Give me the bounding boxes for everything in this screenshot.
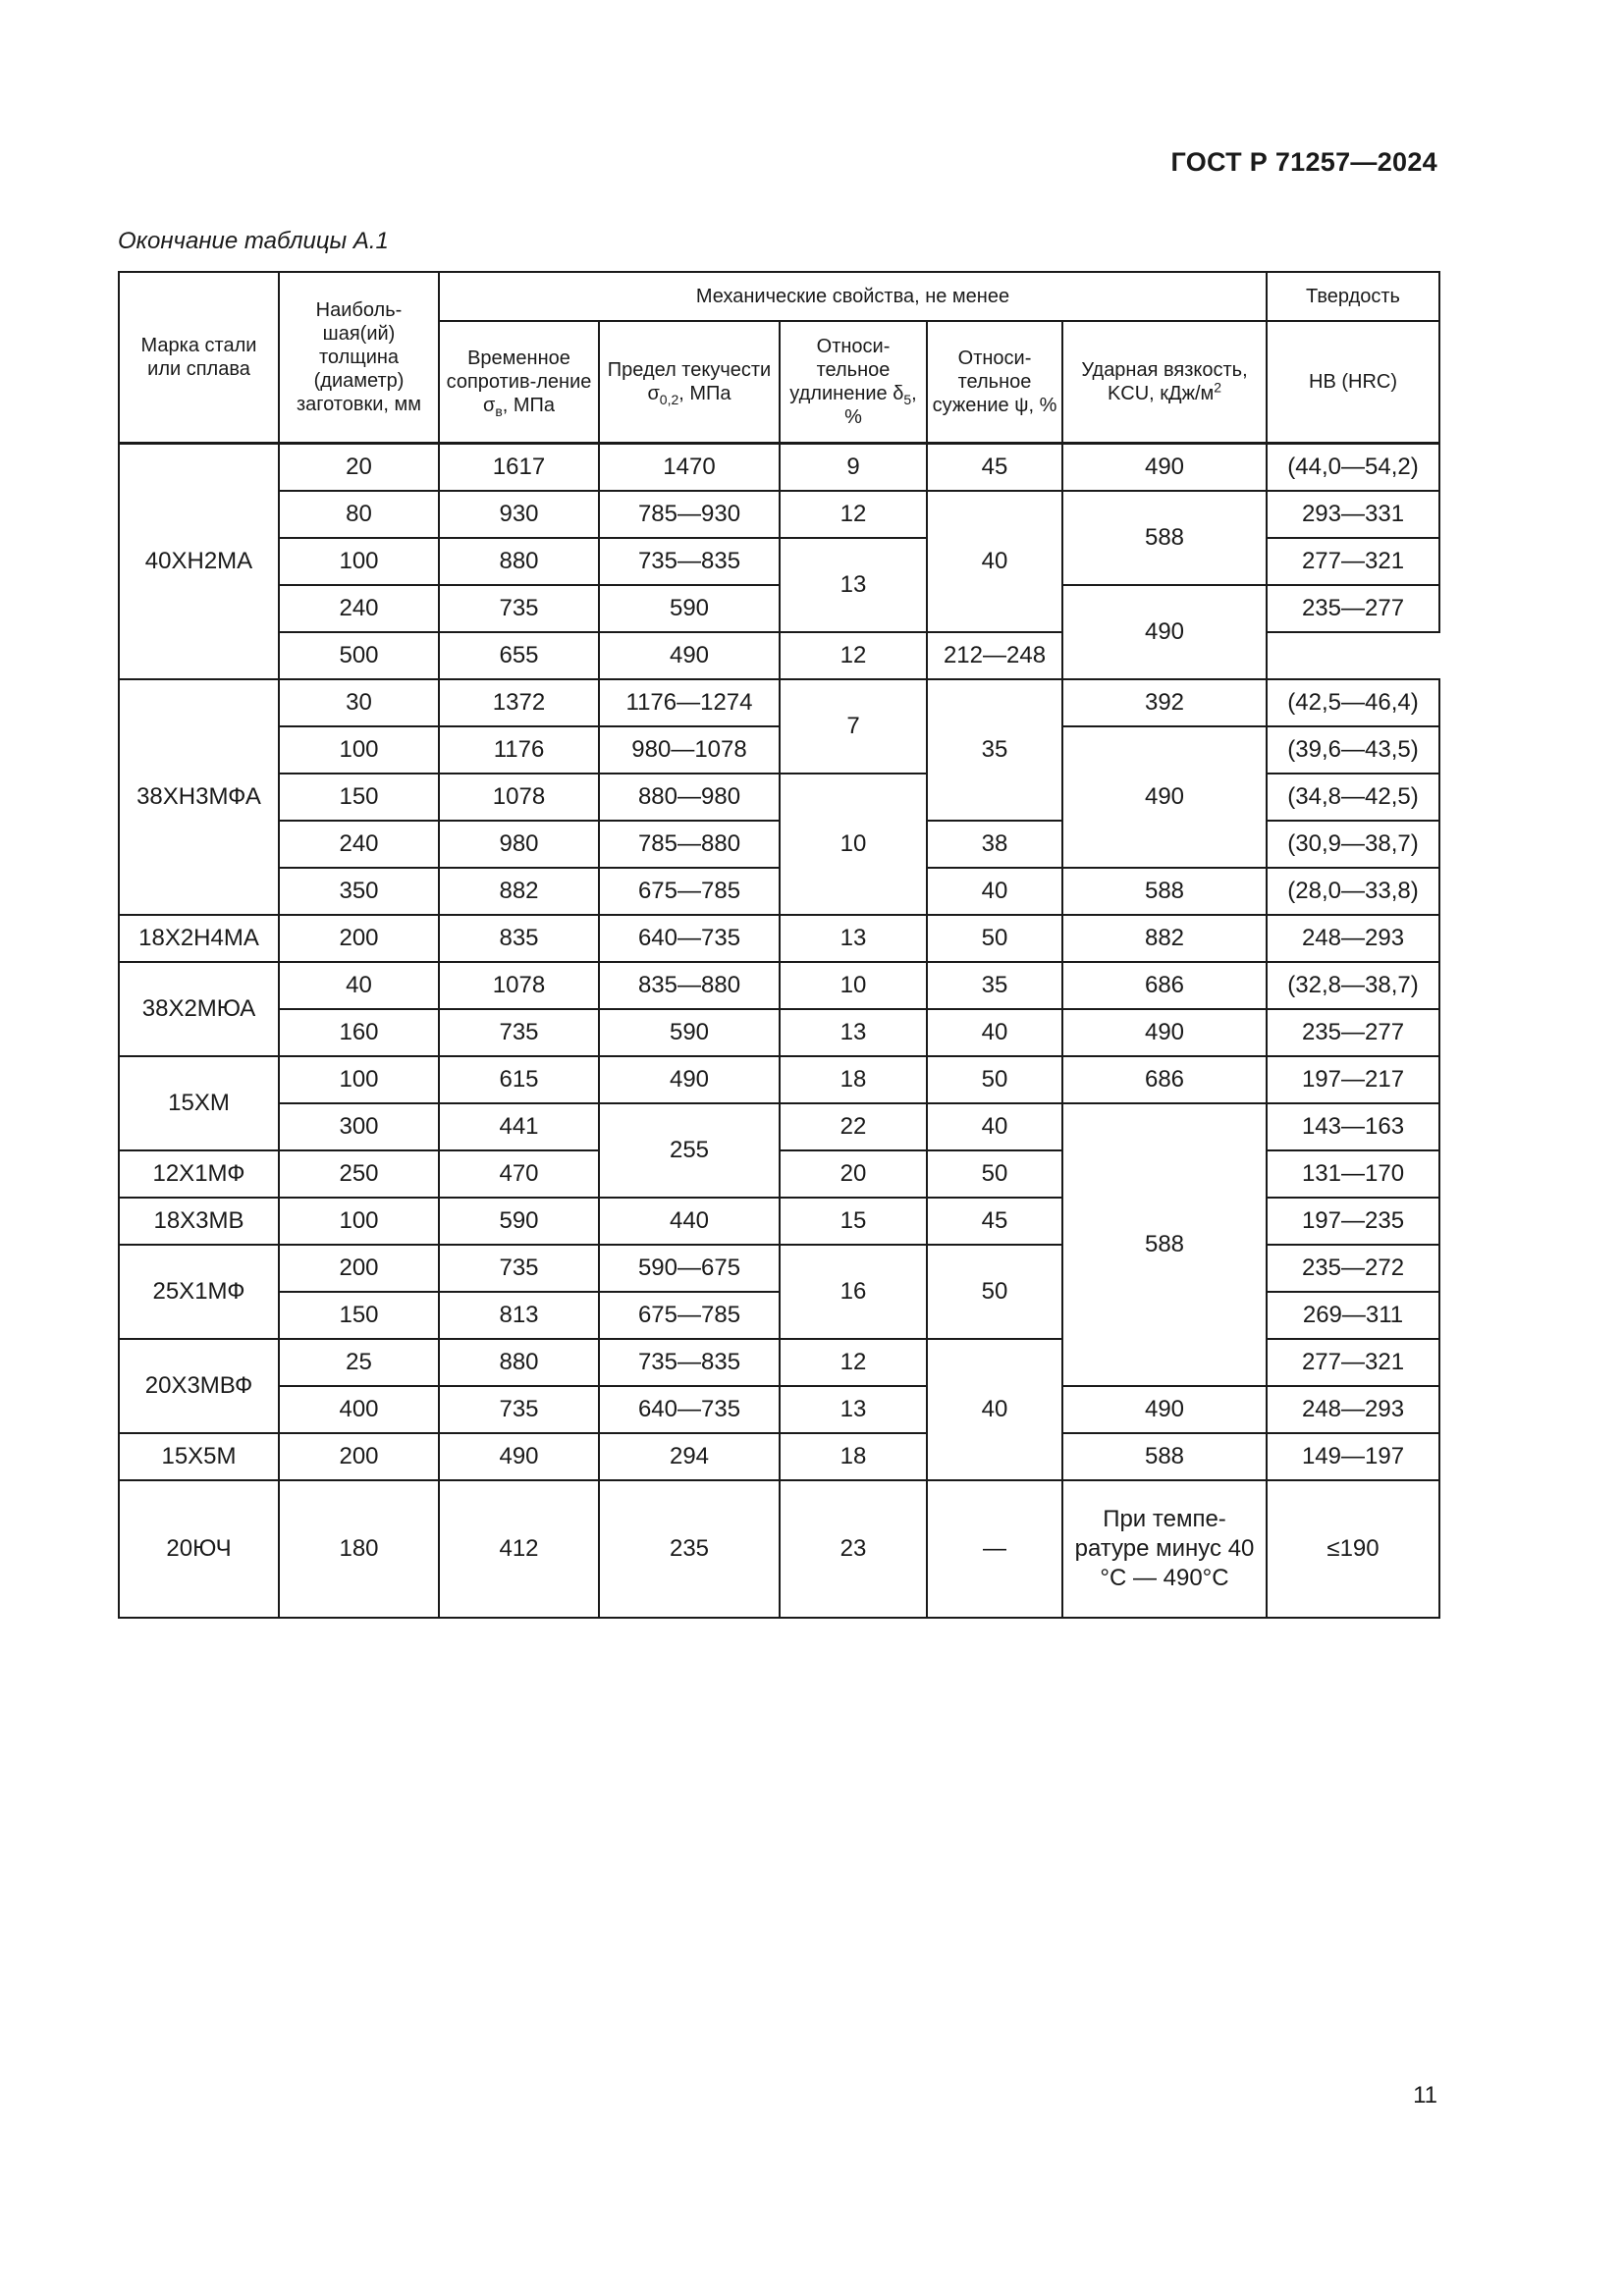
impact-cell: 392 (1062, 679, 1267, 726)
thickness-cell: 180 (279, 1480, 439, 1618)
yield-cell: 785—880 (599, 821, 780, 868)
elongation-cell: 13 (780, 1386, 927, 1433)
hardness-cell: 235—277 (1267, 585, 1439, 632)
impact-cell: 588 (1062, 868, 1267, 915)
document-code: ГОСТ Р 71257—2024 (1170, 147, 1437, 177)
contraction-cell: 45 (927, 1198, 1062, 1245)
impact-cell: 490 (1062, 444, 1267, 492)
tensile-cell: 735 (439, 585, 599, 632)
hardness-cell: 235—277 (1267, 1009, 1439, 1056)
contraction-cell: 50 (927, 1245, 1062, 1339)
grade-cell: 15Х5М (119, 1433, 279, 1480)
tensile-cell: 813 (439, 1292, 599, 1339)
thickness-cell: 160 (279, 1009, 439, 1056)
elongation-cell: 15 (780, 1198, 927, 1245)
hardness-cell: (39,6—43,5) (1267, 726, 1439, 774)
mechanical-properties-table (118, 271, 1440, 1619)
impact-cell: При темпе-ратуре минус 40 °С — 490°С (1062, 1480, 1267, 1618)
impact-cell: 686 (1062, 1056, 1267, 1103)
tensile-cell: 880 (439, 538, 599, 585)
contraction-cell: 35 (927, 962, 1062, 1009)
hardness-cell: (34,8—42,5) (1267, 774, 1439, 821)
yield-cell: 490 (599, 1056, 780, 1103)
header-elongation: Относи-тельное удлинение $\delta_5$, % (780, 321, 927, 444)
hardness-cell: 143—163 (1267, 1103, 1439, 1150)
table-row (119, 444, 1439, 492)
elongation-cell: 18 (780, 1056, 927, 1103)
header-hardness: Твердость (1267, 272, 1439, 321)
thickness-cell: 350 (279, 868, 439, 915)
yield-cell: 675—785 (599, 1292, 780, 1339)
grade-cell: 18Х3МВ (119, 1198, 279, 1245)
thickness-cell: 80 (279, 491, 439, 538)
table-row (119, 1103, 1439, 1150)
yield-cell: 980—1078 (599, 726, 780, 774)
table-row (119, 962, 1439, 1009)
table-row (119, 1386, 1439, 1433)
tensile-cell: 930 (439, 491, 599, 538)
thickness-cell: 240 (279, 585, 439, 632)
header-thickness: Наиболь-шая(ий) толщина (диаметр) заготовки, мм (279, 272, 439, 444)
thickness-cell: 100 (279, 1198, 439, 1245)
hardness-cell: (32,8—38,7) (1267, 962, 1439, 1009)
impact-cell: 882 (1062, 915, 1267, 962)
elongation-cell: 20 (780, 1150, 927, 1198)
hardness-cell: 277—321 (1267, 538, 1439, 585)
elongation-cell: 22 (780, 1103, 927, 1150)
elongation-cell: 10 (780, 962, 927, 1009)
header-mechanical-properties: Механические свойства, не менее (439, 272, 1267, 321)
thickness-cell: 500 (279, 632, 439, 679)
thickness-cell: 100 (279, 726, 439, 774)
hardness-cell: 212—248 (927, 632, 1062, 679)
grade-cell: 18Х2Н4МА (119, 915, 279, 962)
yield-cell: 835—880 (599, 962, 780, 1009)
hardness-cell: ≤190 (1267, 1480, 1439, 1618)
tensile-cell: 1372 (439, 679, 599, 726)
hardness-cell: 197—235 (1267, 1198, 1439, 1245)
tensile-cell: 880 (439, 1339, 599, 1386)
yield-cell: 235 (599, 1480, 780, 1618)
elongation-cell: 12 (780, 491, 927, 538)
yield-cell: 1176—1274 (599, 679, 780, 726)
elongation-cell: 12 (780, 1339, 927, 1386)
grade-cell: 20Х3МВФ (119, 1339, 279, 1433)
contraction-cell: 45 (927, 444, 1062, 492)
contraction-cell: 40 (927, 1103, 1062, 1150)
table-row (119, 1480, 1439, 1618)
impact-cell: 588 (1062, 1103, 1267, 1386)
impact-cell: 490 (1062, 585, 1267, 679)
header-tensile-strength: Временное сопротив-ление $\sigma_в$, МПа (439, 321, 599, 444)
hardness-cell: 269—311 (1267, 1292, 1439, 1339)
thickness-cell: 300 (279, 1103, 439, 1150)
table-row (119, 1056, 1439, 1103)
tensile-cell: 735 (439, 1245, 599, 1292)
tensile-cell: 655 (439, 632, 599, 679)
yield-cell: 640—735 (599, 1386, 780, 1433)
tensile-cell: 1176 (439, 726, 599, 774)
grade-cell: 12Х1МФ (119, 1150, 279, 1198)
header-contraction: Относи-тельное сужение ψ, % (927, 321, 1062, 444)
header-grade: Марка стали или сплава (119, 272, 279, 444)
yield-cell: 294 (599, 1433, 780, 1480)
table-row (119, 491, 1439, 538)
yield-cell: 735—835 (599, 1339, 780, 1386)
thickness-cell: 20 (279, 444, 439, 492)
table-row (119, 726, 1439, 774)
hardness-cell: 248—293 (1267, 1386, 1439, 1433)
impact-cell: 588 (1062, 1433, 1267, 1480)
tensile-cell: 980 (439, 821, 599, 868)
tensile-cell: 1078 (439, 962, 599, 1009)
yield-cell: 880—980 (599, 774, 780, 821)
tensile-cell: 412 (439, 1480, 599, 1618)
hardness-cell: (42,5—46,4) (1267, 679, 1439, 726)
grade-cell: 15ХМ (119, 1056, 279, 1150)
yield-cell: 440 (599, 1198, 780, 1245)
elongation-cell: 10 (780, 774, 927, 915)
tensile-cell: 1617 (439, 444, 599, 492)
tensile-cell: 490 (439, 1433, 599, 1480)
thickness-cell: 250 (279, 1150, 439, 1198)
elongation-cell: 7 (780, 679, 927, 774)
elongation-cell: 13 (780, 538, 927, 632)
elongation-cell: 12 (780, 632, 927, 679)
hardness-cell: 197—217 (1267, 1056, 1439, 1103)
impact-cell: 490 (1062, 726, 1267, 868)
yield-cell: 675—785 (599, 868, 780, 915)
thickness-cell: 150 (279, 774, 439, 821)
elongation-cell: 16 (780, 1245, 927, 1339)
hardness-cell: 277—321 (1267, 1339, 1439, 1386)
elongation-cell: 18 (780, 1433, 927, 1480)
thickness-cell: 100 (279, 538, 439, 585)
table-row (119, 679, 1439, 726)
table-row (119, 585, 1439, 632)
thickness-cell: 30 (279, 679, 439, 726)
yield-cell: 490 (599, 632, 780, 679)
elongation-cell: 9 (780, 444, 927, 492)
contraction-cell: 40 (927, 1339, 1062, 1480)
hardness-cell: 293—331 (1267, 491, 1439, 538)
thickness-cell: 25 (279, 1339, 439, 1386)
contraction-cell: 50 (927, 915, 1062, 962)
elongation-cell: 13 (780, 915, 927, 962)
thickness-cell: 200 (279, 1245, 439, 1292)
contraction-cell: 50 (927, 1056, 1062, 1103)
grade-cell: 38ХН3МФА (119, 679, 279, 915)
tensile-cell: 735 (439, 1009, 599, 1056)
table-row (119, 868, 1439, 915)
grade-cell: 40ХН2МА (119, 444, 279, 680)
impact-cell: 490 (1062, 1009, 1267, 1056)
thickness-cell: 400 (279, 1386, 439, 1433)
thickness-cell: 240 (279, 821, 439, 868)
table-row (119, 1433, 1439, 1480)
hardness-cell: 248—293 (1267, 915, 1439, 962)
tensile-cell: 615 (439, 1056, 599, 1103)
contraction-cell: 38 (927, 821, 1062, 868)
yield-cell: 785—930 (599, 491, 780, 538)
grade-cell: 38Х2МЮА (119, 962, 279, 1056)
tensile-cell: 1078 (439, 774, 599, 821)
table-row (119, 915, 1439, 962)
page-number: 11 (1413, 2082, 1437, 2109)
hardness-cell: 149—197 (1267, 1433, 1439, 1480)
contraction-cell: — (927, 1480, 1062, 1618)
tensile-cell: 441 (439, 1103, 599, 1150)
contraction-cell: 35 (927, 679, 1062, 821)
yield-cell: 640—735 (599, 915, 780, 962)
hardness-cell: (28,0—33,8) (1267, 868, 1439, 915)
thickness-cell: 100 (279, 1056, 439, 1103)
contraction-cell: 40 (927, 491, 1062, 632)
yield-cell: 735—835 (599, 538, 780, 585)
tensile-cell: 835 (439, 915, 599, 962)
thickness-cell: 200 (279, 1433, 439, 1480)
yield-cell: 590 (599, 1009, 780, 1056)
hardness-cell: (30,9—38,7) (1267, 821, 1439, 868)
yield-cell: 1470 (599, 444, 780, 492)
hardness-cell: 235—272 (1267, 1245, 1439, 1292)
header-hb: HB (HRC) (1267, 321, 1439, 444)
header-impact-strength: Ударная вязкость, KCU, кДж/$м^2$ (1062, 321, 1267, 444)
hardness-cell: 131—170 (1267, 1150, 1439, 1198)
contraction-cell: 40 (927, 868, 1062, 915)
table-caption: Окончание таблицы А.1 (118, 228, 389, 254)
contraction-cell: 40 (927, 1009, 1062, 1056)
grade-cell: 20ЮЧ (119, 1480, 279, 1618)
tensile-cell: 590 (439, 1198, 599, 1245)
impact-cell: 686 (1062, 962, 1267, 1009)
tensile-cell: 735 (439, 1386, 599, 1433)
yield-cell: 590—675 (599, 1245, 780, 1292)
yield-cell: 590 (599, 585, 780, 632)
tensile-cell: 470 (439, 1150, 599, 1198)
header-yield-strength: Предел текучести $\sigma_{0,2}$, МПа (599, 321, 780, 444)
elongation-cell: 13 (780, 1009, 927, 1056)
table-row (119, 1009, 1439, 1056)
impact-cell: 588 (1062, 491, 1267, 585)
impact-cell: 490 (1062, 1386, 1267, 1433)
yield-cell: 255 (599, 1103, 780, 1198)
thickness-cell: 150 (279, 1292, 439, 1339)
thickness-cell: 40 (279, 962, 439, 1009)
elongation-cell: 23 (780, 1480, 927, 1618)
tensile-cell: 882 (439, 868, 599, 915)
contraction-cell: 50 (927, 1150, 1062, 1198)
thickness-cell: 200 (279, 915, 439, 962)
grade-cell: 25Х1МФ (119, 1245, 279, 1339)
hardness-cell: (44,0—54,2) (1267, 444, 1439, 492)
